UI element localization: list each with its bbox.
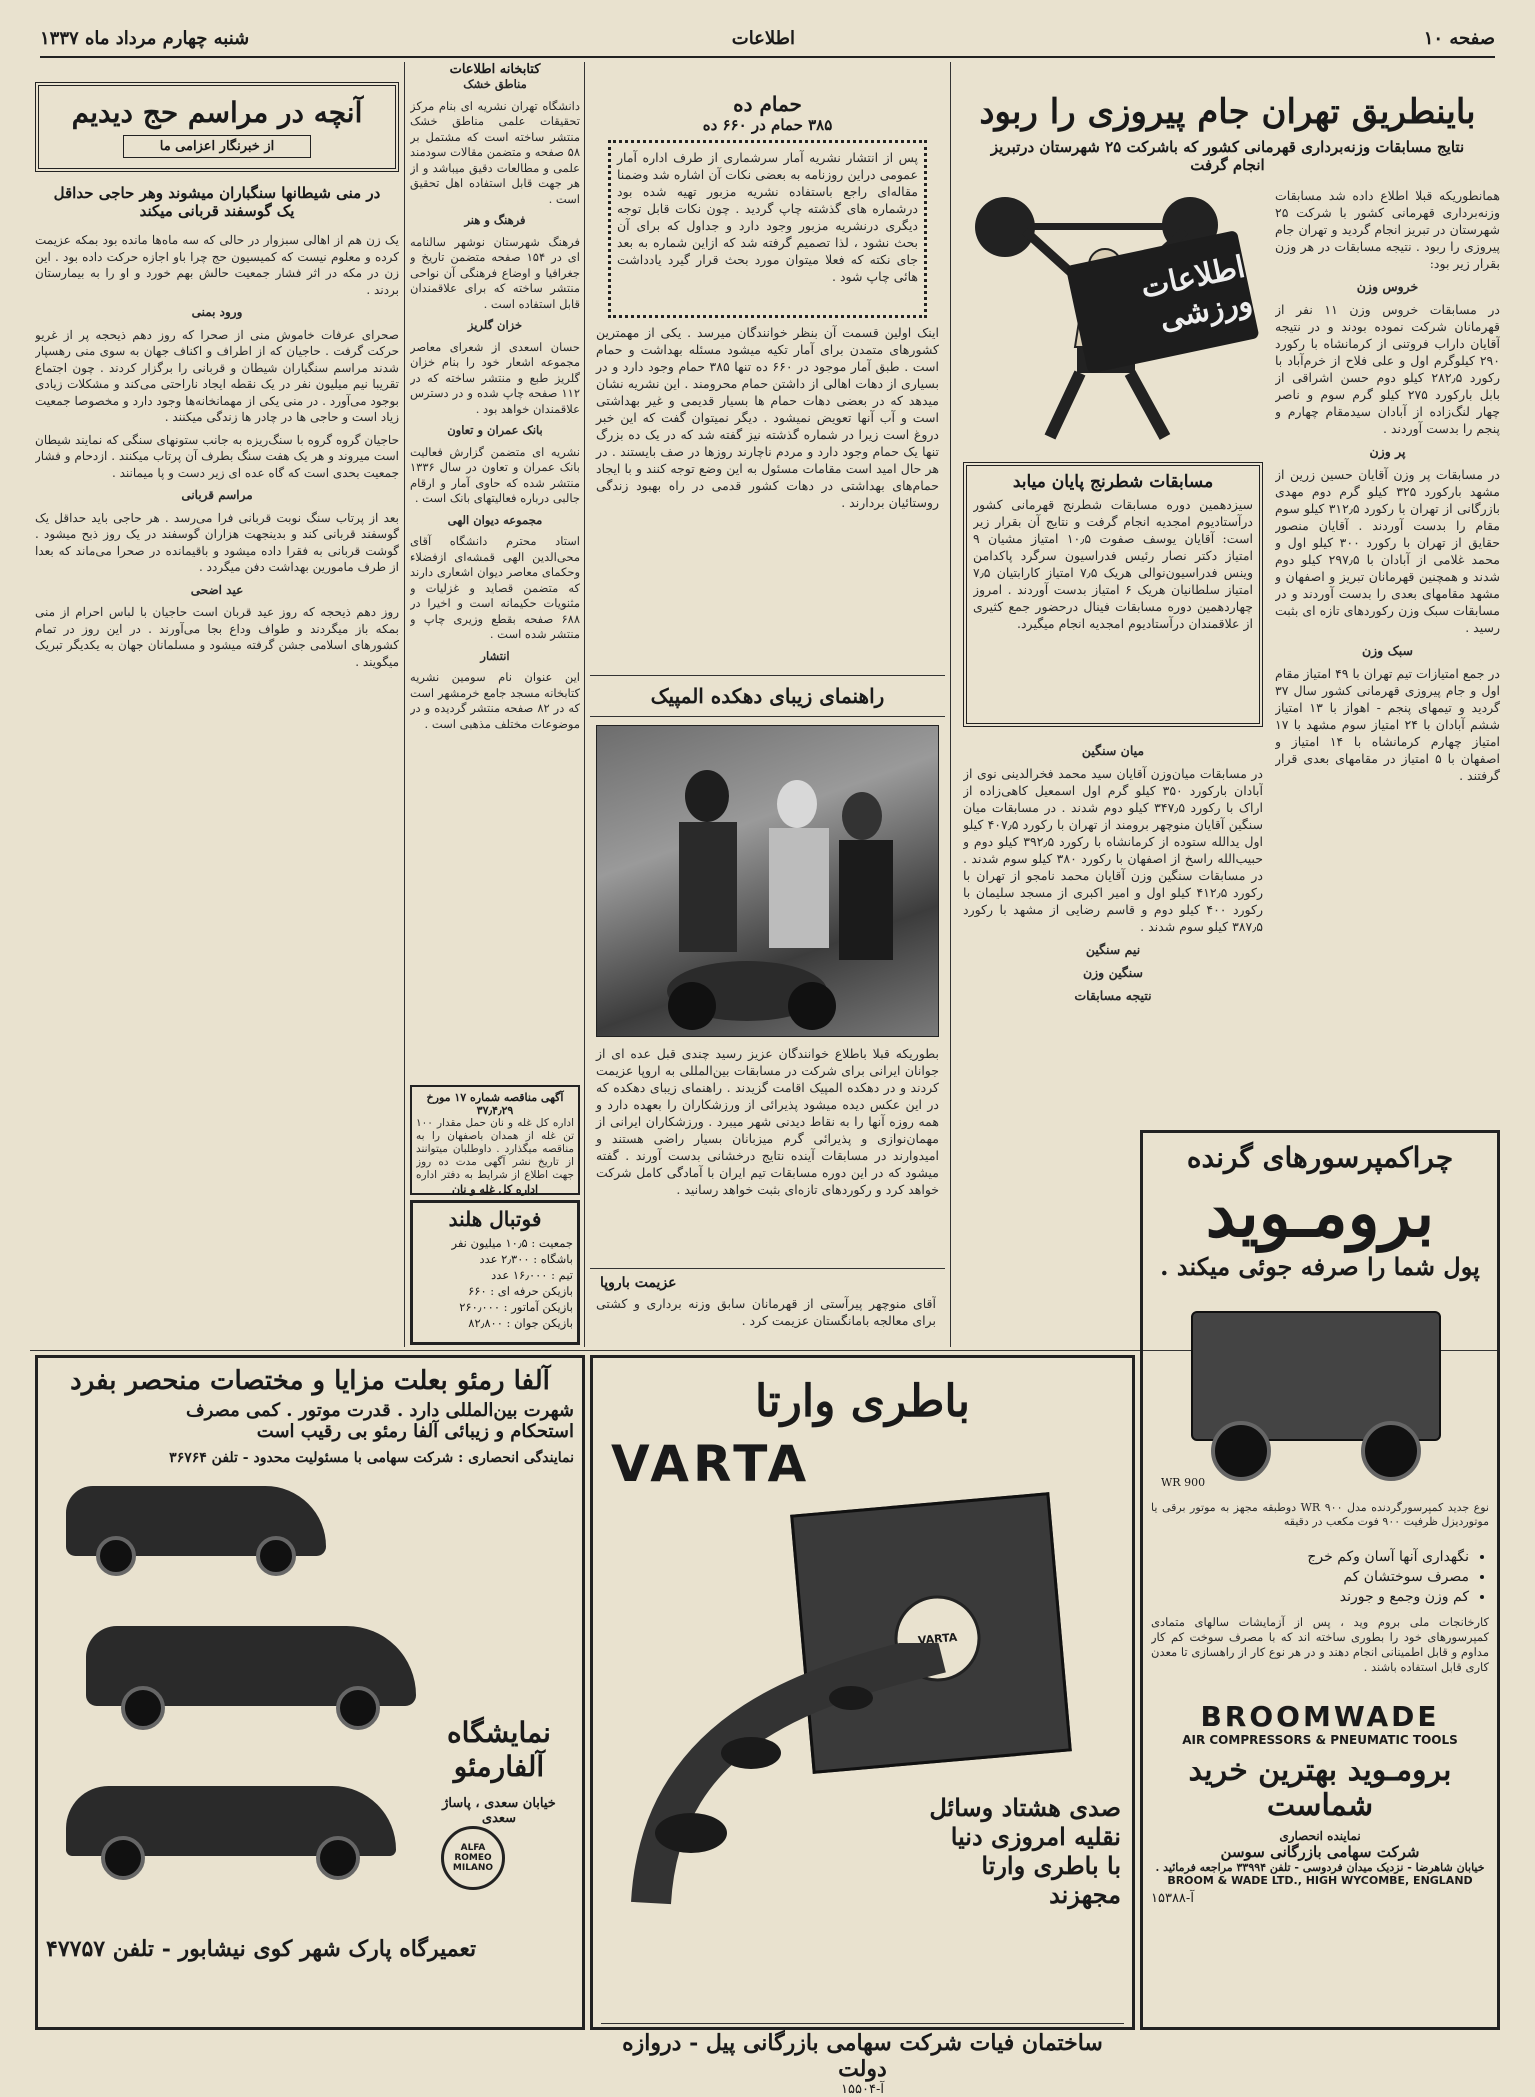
feature-item: • نگهداری آنها آسان وکم خرج bbox=[1151, 1549, 1469, 1565]
library-subhead: بانک عمران و تعاون bbox=[447, 423, 543, 437]
sports-subhead: نتیجه مسابقات bbox=[1074, 988, 1152, 1003]
alfa-romeo-ad bbox=[35, 1355, 585, 2030]
column-rule bbox=[584, 62, 585, 1347]
varta-footer: ساختمان فیات شرکت سهامی بازرگانی پیل - دروازه دولت bbox=[601, 2023, 1124, 2082]
hammam-subheadline: ۳۸۵ حمام در ۶۶۰ ده bbox=[702, 116, 833, 134]
sports-subhead: سنگین وزن bbox=[1082, 965, 1144, 980]
hammam-body: اینک اولین قسمت آن بنظر خوانندگان میرسد . یکی از مهمترین کشورهای متمدن برای آمار تکیه میشود مسئله بهداشت و حمام است . طبق آمار موجود در ۶۶۰ ده تنها ۳۸۵ حمام وجود دارد و در بسیاری از دهات اهالی از داشتن حمام محرومند . این نشریه نشان میدهد که در بعضی دهات حمام ها بسیار قدیمی و غیر بهداشتی است و آب آنها تعویض نمیشود . دیگر نمیتوان گفت که این خبر دروغ است زیرا در شماره گذشته نیز گفته شد که در یک ده بزرگ تنها یک حمام وجود دارد و مردم ناچارند روزها در صف بایستند . در هر حال امید است مقامات مسئول به این وضع توجه کنند و با ایجاد حمام‌های بهداشتی در دهات کشور قدمی در راه بهبود زندگی روستائیان بردارند . bbox=[596, 325, 940, 510]
broomwade-top-line: چراکمپرسورهای گرنده bbox=[1186, 1141, 1454, 1174]
football-stat: جمعیت : ۱۰٫۵ میلیون نفر bbox=[451, 1236, 573, 1250]
tender-notice bbox=[410, 1085, 580, 1195]
library-paragraph: فرهنگ شهرستان نوشهر سالنامه ای در ۱۵۴ صفحه متضمن تاریخ و جغرافیا و اوضاع فرهنگی آن نواحی منتشر ساخته که برای علاقمندان قابل استفاده است . bbox=[410, 234, 580, 311]
varta-en-title: VARTA bbox=[611, 1435, 811, 1493]
page-header bbox=[40, 18, 1495, 58]
sports-paragraph: همانطوریکه قبلا اطلاع داده شد مسابقات وزنه‌برداری قهرمانی کشور با شرکت ۲۵ شهرستان در تبریز انجام گردید و تهران جام پیروزی را ربود . نتیجه مسابقات در هر وزن بقرار زیر بود: bbox=[1275, 188, 1500, 271]
varta-copy-line: نقلیه امروزی دنیا bbox=[950, 1822, 1121, 1851]
alfa-repair-shop: تعمیرگاه پارک شهر کوی نیشابور - تلفن ۴۷۷۵۷ bbox=[46, 1936, 477, 1962]
ettelaat-varzeshi-logo: اطلاعات ورزشی bbox=[1065, 230, 1259, 374]
alfa-line-2: شهرت بین‌المللی دارد . قدرت موتور . کمی مصرف bbox=[185, 1400, 574, 1421]
hajj-subhead: مراسم قربانی bbox=[181, 488, 253, 502]
alfa-agency: نمایندگی انحصاری : شرکت سهامی با مسئولیت محدود - تلفن ۳۶۷۶۴ bbox=[169, 1450, 574, 1466]
varta-ad bbox=[590, 1355, 1135, 2097]
broomwade-brand: برومـوید bbox=[1205, 1174, 1435, 1252]
varta-illustration bbox=[601, 1493, 1124, 1913]
alfa-line-3: استحکام و زیبائی آلفا رمئو بی رقیب است bbox=[256, 1421, 574, 1442]
library-paragraph: نشریه ای متضمن گزارش فعالیت بانک عمران و تعاون در سال ۱۳۳۶ منتشر شده که حاوی آمار و ارقام جالبی درباره فعالیتهای بانک است . bbox=[410, 444, 580, 505]
sports-subhead: میان سنگین bbox=[1081, 743, 1145, 758]
varta-ad-code: آ-۱۵۵۰۴ bbox=[841, 2082, 884, 2097]
hajj-subhead: عید اضحی bbox=[190, 582, 244, 597]
departure-article bbox=[590, 1268, 945, 1348]
library-subhead: انتشار bbox=[480, 648, 510, 663]
departure-body: آقای منوچهر پیرآستی از قهرمانان سابق وزنه برداری و کشتی برای معالجه بامانگستان عزیمت کرد . bbox=[596, 1296, 936, 1328]
car-wheel bbox=[101, 1836, 145, 1880]
hajj-headline: آنچه در مراسم حج دیدیم bbox=[71, 96, 363, 129]
broomwade-en-address: BROOM & WADE LTD., HIGH WYCOMBE, ENGLAND bbox=[1167, 1874, 1473, 1887]
hajj-paragraph: صحرای عرفات خاموش منی از صحرا که روز دهم ذیحجه پر از غریو حرکت گرفت . حاجیان که از اطراف و اکناف جهان به سوی منی رهسپار شدند مراسم سنگباران شیطان و قربانی را برگزار کردند . چون اجتماع تقریبا نیم میلیون نفر در یک نقطه ایجاد ناراحتی می‌کند و مشکلات زیادی بوجود می‌آورد . در منی یکی از مهمانخانه‌ها وجود دارد و مخصوصا جمعیت زیاد است و حاجی ها در چادر ها زندگی میکنند . bbox=[35, 327, 399, 424]
broomwade-ad bbox=[1140, 1130, 1500, 2030]
broomwade-fa-brand: برومـوید بهترین خرید شماست bbox=[1188, 1753, 1452, 1823]
broomwade-tagline: پول شما را صرفه جوئی میکند . bbox=[1160, 1252, 1480, 1281]
sports-subhead: خروس وزن bbox=[1356, 279, 1419, 294]
olympic-article bbox=[590, 675, 945, 1265]
sports-headline: باینطریق تهران جام پیروزی را ربود bbox=[979, 92, 1476, 132]
broomwade-agent-label: نماینده انحصاری bbox=[1279, 1829, 1361, 1843]
paper-name: اطلاعات bbox=[731, 28, 795, 49]
page-number: صفحه ۱۰ bbox=[1423, 28, 1495, 49]
hajj-title-box bbox=[35, 82, 399, 172]
football-stat: بازیکن جوان : ۸۲٫۸۰۰ bbox=[468, 1316, 573, 1330]
broomwade-en-tagline: AIR COMPRESSORS & PNEUMATIC TOOLS bbox=[1182, 1733, 1458, 1747]
hajj-paragraph: بعد از پرتاب سنگ نوبت قربانی فرا می‌رسد . هر حاجی باید حداقل یک گوسفند قربانی کند و بدینجهت هزاران گوسفند در یک روز ذبح میشود . گوشت قربانی به فقرا داده میشود و باقیمانده در صحرا می‌ماند که بعدا از طرف مامورین بهداشت دفن میگردد . bbox=[35, 510, 399, 574]
compressor-illustration bbox=[1151, 1291, 1489, 1501]
library-paragraph: حسان اسعدی از شعرای معاصر مجموعه اشعار خود را بنام خزان گلریز طبع و منتشر ساخته که در ۱۱۲ صفحه چاپ شده و در دسترس علاقمندان خواهد بود . bbox=[410, 339, 580, 416]
sports-subhead: نیم سنگین bbox=[1085, 942, 1141, 957]
varta-copy-line: مجهزند bbox=[1049, 1880, 1121, 1909]
alfa-street: خیابان سعدی ، پاساژ سعدی bbox=[442, 1796, 556, 1826]
car-wheel bbox=[336, 1686, 380, 1730]
broomwade-description: کارخانجات ملی بروم وید ، پس از آزمایشات سالهای متمادی کمپرسورهای خود را بطوری ساخته اند که با مصرف سوخت کم کار مداوم و قابل اطمینانی انجام دهند و در هر نوع کار از راهسازی تا معدن کاری قابل استفاده باشند . bbox=[1151, 1615, 1489, 1674]
hajj-paragraph: حاجیان گروه گروه با سنگ‌ریزه به جانب ستونهای سنگی که نمایند شیطان است میروند و هر یک هفت سنگ بطرف آن پرتاب میکنند . ازدحام و فشار جمعیت بحدی است که گاه عده ای زیر دست و پا میمانند . bbox=[35, 432, 399, 480]
library-subhead: مناطق خشک bbox=[463, 77, 527, 91]
football-stat: باشگاه : ۲٫۳۰۰ عدد bbox=[479, 1252, 573, 1266]
hajj-subhead: ورود بمنی bbox=[191, 305, 243, 319]
hajj-paragraph: روز دهم ذیحجه که روز عید قربان است حاجیان با لباس احرام از منی بمکه باز میگردند و طواف وداع بجا می‌آورند . در این روز در تمام کشورهای اسلامی جشن گرفته میشود و مسلمانان جهان به یکدیگر تبریک میگویند . bbox=[35, 605, 399, 669]
library-subhead: فرهنگ و هنر bbox=[464, 213, 526, 227]
sports-paragraph: در جمع امتیازات تیم تهران با ۴۹ امتیاز مقام اول و جام پیروزی قهرمانی کشور سال ۳۷ گردید و تیمهای پنجم - اهواز با ۱۳ امتیاز ششم آبادان با ۲۴ امتیاز سوم مشهد با ۱۷ امتیاز چهارم کرمانشاه با ۱۴ امتیاز و اصفهان با ۵ امتیاز در مقامهای بعدی قرار گرفتند . bbox=[1275, 666, 1500, 783]
photo-figures bbox=[597, 726, 938, 1036]
varta-fa-title: باطری وارتا bbox=[754, 1376, 971, 1427]
library-subhead: خزان گلریز bbox=[467, 318, 523, 332]
library-paragraph: استاد محترم دانشگاه آقای محی‌الدین الهی قمشه‌ای ازفضلاء وحکمای معاصر دیوان اشعاری دارند که متضمن قصاید و غزلیات و مثنویات حکیمانه است و اخیرا در ۶۸۸ صفحه بقطع وزیری چاپ و منتشر شده است . bbox=[410, 534, 580, 641]
sports-subheadline: نتایج مسابقات وزنه‌برداری قهرمانی کشور که باشرکت ۲۵ شهرستان درتبریز انجام گرفت bbox=[990, 138, 1465, 174]
varta-copy-line: با باطری وارتا bbox=[981, 1851, 1121, 1880]
broomwade-ad-code: آ-۱۵۳۸۸ bbox=[1151, 1891, 1194, 1906]
varta-battery-logo: VARTA bbox=[891, 1592, 984, 1685]
alfa-headline: آلفا رمئو بعلت مزایا و مختصات منحصر بفرد bbox=[70, 1366, 550, 1396]
football-title: فوتبال هلند bbox=[448, 1207, 542, 1231]
hammam-intro-box: پس از انتشار نشریه آمار سرشماری از طرف اداره آمار عمومی دراین روزنامه به بعضی نکات آن اشاره شد وضمنا مقاله‌ای راجع باستفاده نشریه مزبور تهیه شده بود درشماره های گذشته چاپ گردید . چون نکات قابل توجه دیگری درنشریه مزبور وجود دارد و جداول که برای آن بحث نشود ، لذا تصمیم گرفته شد که ازاین شماره به بعد جای نکته که فعلا میتوان مورد بحث قرار گیرد یادداشت هائی چاپ شود . bbox=[608, 140, 927, 318]
football-stats bbox=[417, 1235, 573, 1331]
broomwade-en-logo: BROOMWADE bbox=[1200, 1700, 1440, 1733]
feature-item: • مصرف سوختشان کم bbox=[1151, 1569, 1469, 1585]
olympic-headline: راهنمای زیبای دهکده المپیک bbox=[590, 675, 945, 717]
football-stat: بازیکن آماتور : ۲۶۰٫۰۰۰ bbox=[459, 1300, 573, 1314]
compressor-wheel bbox=[1211, 1421, 1271, 1481]
sports-paragraph: در مسابقات خروس وزن ۱۱ نفر از قهرمانان شرکت نموده بودند و در نتیجه آقایان داراب فروتنی از کرمانشاه با رکورد ۲۹۰ کیلوگرم اول و علی‌ فلاح از خرم‌آباد با رکورد ۲۸۲٫۵ کیلو دوم حسن اشراقی از بابل بارکورد ۲۷۵ کیلو گرم سوم و ناصر چهار لنگ‌زاده از آبادان سیدمقام چهارم و پنجم را بدست آوردند . bbox=[1275, 302, 1500, 436]
compressor-body bbox=[1191, 1311, 1441, 1441]
car-wheel bbox=[316, 1836, 360, 1880]
broomwade-company: شرکت سهامی بازرگانی سوسن bbox=[1220, 1843, 1420, 1861]
hajj-paragraph: یک زن هم از اهالی سبزوار در حالی که سه ماه‌ها مانده بود بمکه عزیمت کرده و معلوم نیست که کمیسیون حج چرا باو اجازه حرکت داده بود . این زن در مکه در اثر فشار جمعیت حالش بهم خورد و او را به بیمارستان بردند . bbox=[35, 233, 399, 297]
library-subhead: مجموعه دیوان الهی bbox=[447, 512, 543, 527]
car-wheel bbox=[96, 1536, 136, 1576]
tender-title: آگهی مناقصه شماره ۱۷ مورخ ۳۷٫۴٫۲۹ bbox=[426, 1091, 564, 1117]
football-box bbox=[410, 1200, 580, 1345]
sports-paragraph: در مسابقات پر وزن آقایان حسین زرین از مشهد بارکورد ۳۲۵ کیلو گرم دوم مهدی بازرگانی از تهران با رکورد ۳۱۲٫۵ کیلو سوم مقام را بدست آوردند . آقایان منصور حقایق از تهران با رکورد ۳۰۰ کیلو اول و محمد غلامی از آبادان با ۲۹۷٫۵ کیلو دوم شدند و همچنین قهرمانان تبریز و اصفهان و مشهد مقامهای بعدی را بدست آوردند و در مسابقات سبک وزن رکوردهای تازه ای بثبت رسید . bbox=[1275, 467, 1500, 635]
sports-paragraph: در مسابقات میان‌وزن آقایان سید محمد فخرالدینی نوی از آبادان بارکورد ۳۵۰ کیلو گرم اول اسمعیل کاهی‌زاده از اراک با رکورد ۳۴۷٫۵ کیلو دوم شدند . در مسابقات میان سنگین آقایان منوچهر برومند از تهران با رکورد ۴۰۷٫۵ کیلو اول یدالله ستوده از کرمانشاه با رکورد ۳۹۲٫۵ کیلو دوم و حبیب‌الله راسخ از اصفهان با رکورد ۳۸۰ کیلو سوم شدند . در مسابقات سنگین وزن آقایان محمد نامجو از تهران با رکورد ۴۱۲٫۵ کیلو اول و امیر اکبری از مسجد سلیمان با رکورد ۴۰۰ کیلو دوم و قاسم رضایی از مشهد با رکورد ۳۸۷٫۵ کیلو سوم شدند . bbox=[963, 766, 1263, 934]
issue-date: شنبه چهارم مرداد ماه ۱۳۳۷ bbox=[40, 28, 250, 49]
varta-copy bbox=[621, 1793, 1121, 1909]
library-paragraph: دانشگاه تهران نشریه ای بنام مرکز تحقیقات علمی مناطق خشک منتشر ساخته است که مشتمل بر ۵۸ صفحه و متضمن مقالات سودمند علمی و مطالعات دقیق میباشد و از هر جهت قابل استفاده اهل تحقیق است . bbox=[410, 98, 580, 206]
broomwade-caption: نوع جدید کمپرسورگردنده مدل ۹۰۰ WR دوطبقه مجهز به موتور برقی یا موتوردیزل ظرفیت ۹۰۰ فوت مکعب در دقیقه bbox=[1151, 1501, 1489, 1528]
chess-headline: مسابقات شطرنج پایان میابد bbox=[1012, 472, 1214, 492]
tender-signature: اداره کل غله و نان bbox=[451, 1183, 539, 1196]
alfa-romeo-logo: ALFA ROMEO MILANO bbox=[441, 1826, 505, 1890]
hajj-article bbox=[35, 62, 399, 1347]
departure-headline: عزیمت باروپا bbox=[600, 1275, 677, 1291]
hajj-byline: از خبرنگار اعزامی ما bbox=[123, 135, 311, 158]
compressor-model: WR 900 bbox=[1161, 1476, 1206, 1489]
varta-copy-line: صدی هشتاد وسائل bbox=[929, 1793, 1121, 1822]
broomwade-features bbox=[1151, 1549, 1469, 1605]
hammam-headline: حمام ده bbox=[733, 92, 802, 116]
car-wheel bbox=[121, 1686, 165, 1730]
sports-logo-block bbox=[965, 187, 1265, 452]
hajj-body bbox=[35, 232, 399, 1312]
hammam-article bbox=[590, 62, 945, 672]
feature-item: • کم وزن وجمع و جورند bbox=[1151, 1589, 1469, 1605]
library-title: کتابخانه اطلاعات bbox=[449, 62, 541, 77]
column-rule bbox=[950, 62, 951, 1347]
hajj-subheadline: در منی شیطانها سنگباران میشوند وهر حاجی حداقل یک گوسفند قربانی میکند bbox=[53, 184, 381, 220]
column-rule bbox=[404, 62, 405, 1347]
car-wheel bbox=[256, 1536, 296, 1576]
compressor-wheel bbox=[1361, 1421, 1421, 1481]
chess-body: سیزدهمین دوره مسابقات شطرنج قهرمانی کشور درآستادیوم امجدیه انجام گرفت و نتایج آن بقرار زیر است: آقایان یوسف صفوت ۱۰٫۵ امتیاز مشیان ۹ امتیاز دکتر نصار رئیس فدراسیون سرگرد پاکدامن وینس فدراسیون‌نوالی هریک ۷٫۵ امتیاز کارابتیان ۷٫۵ امتیاز سلطانیان هریک ۶ امتیاز بدست آوردند . امروز چهاردهمین دوره مسابقات فینال درحضور جمع کثیری از علاقمندان درآستادیوم امجدیه انجام میگیرد. bbox=[973, 497, 1253, 631]
olympic-photo bbox=[596, 725, 939, 1037]
sports-subhead: پر وزن bbox=[1369, 444, 1406, 459]
alfa-cars-illustration bbox=[46, 1466, 574, 1896]
library-paragraph: این عنوان نام سومین نشریه کتابخانه مسجد جامع خرمشهر است که در ۸۲ صفحه منتشر گردیده و در موضوعات مختلف مذهبی است . bbox=[410, 670, 580, 731]
chess-box bbox=[963, 462, 1263, 727]
broomwade-address: خیابان شاهرضا - نزدیک میدان فردوسی - تلفن ۳۳۹۹۴ مراجعه فرمائید . bbox=[1155, 1861, 1485, 1874]
football-stat: تیم : ۱۶٫۰۰۰ عدد bbox=[491, 1268, 573, 1282]
library-body bbox=[410, 77, 580, 1077]
tender-body: اداره کل غله و نان حمل مقدار ۱۰۰ تن غله از همدان باصفهان را به مناقصه میگذارد . داوطلبان میتوانند از تاریخ نشر آگهی مدت ده روز جهت اطلاع از شرایط به دفتر اداره bbox=[416, 1117, 574, 1181]
library-column bbox=[410, 62, 580, 1082]
olympic-body: بطوریکه قبلا باطلاع خوانندگان عزیز رسید چندی قبل عده ای از جوانان ایرانی برای شرکت در مسابقات بین‌المللی به اروپا عزیمت کردند و در دهکده المپیک اقامت گزیدند . راهنمای زیبای دهکده که در این عکس دیده میشود پذیرائی از ورزشکاران را بعهده دارد و همه روزه آنها را به نقاط دیدنی شهر میبرد . ورزشکاران ایرانی از مهمان‌نوازی و پذیرائی گرم میزبانان بسیار راضی هستند و امیدوارند در مسابقات آینده نتایج درخشانی بدست آورند . گفته میشود که در این دوره مسابقات تیم ایران با آمادگی کامل شرکت خواهد کرد و رکوردهای تازه‌ای بثبت خواهد رسانید . bbox=[596, 1046, 939, 1197]
sports-subhead: سبک وزن bbox=[1361, 643, 1414, 658]
alfa-showroom: نمایشگاه آلفارمئو bbox=[447, 1716, 551, 1783]
football-stat: بازیکن حرفه ای : ۶۶۰ bbox=[468, 1284, 573, 1298]
